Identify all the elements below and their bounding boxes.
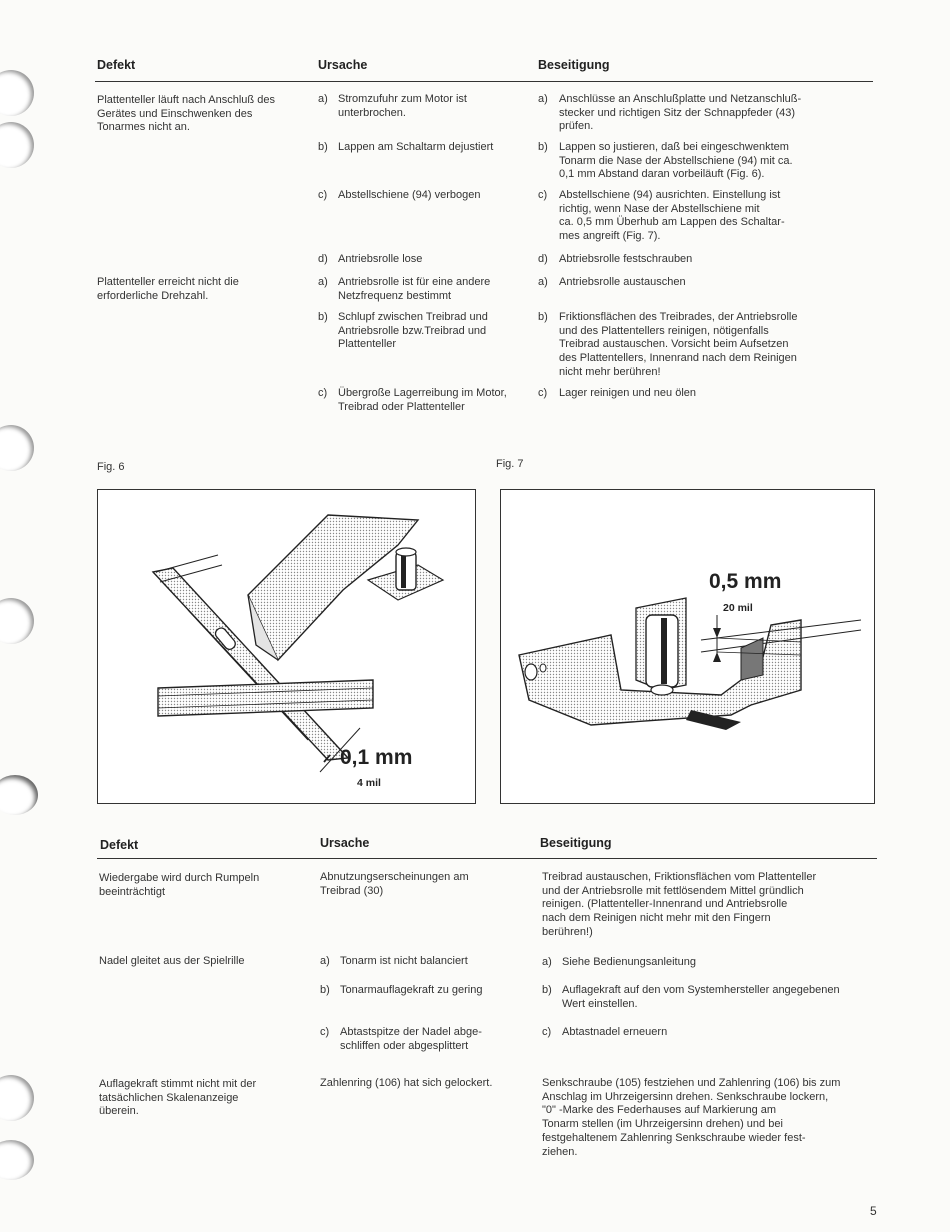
- ursache-cell: [318, 253, 523, 267]
- defekt-line: Wiedergabe wird durch Rumpeln: [99, 872, 260, 884]
- figure-6: [97, 489, 476, 804]
- defekt-line: Auflagekraft stimmt nicht mit der: [99, 1078, 257, 1090]
- beseitigung-line: Lappen so justieren, daß bei eingeschwenktem: [559, 141, 789, 153]
- ursache-line: Plattenteller: [338, 338, 397, 351]
- binder-hole: [0, 70, 34, 116]
- figure-6-sub: 4 mil: [357, 777, 381, 789]
- item-label: a): [320, 955, 330, 967]
- beseitigung-cell: [538, 93, 873, 134]
- beseitigung-line: Treibrad austauschen, Friktionsflächen vom Plattenteller: [542, 871, 817, 883]
- beseitigung-cell: [542, 984, 877, 1011]
- beseitigung-line: Abtastnadel erneuern: [562, 1026, 668, 1038]
- ursache-line: Netzfrequenz bestimmt: [338, 289, 452, 302]
- ursache-line: Antriebsrolle ist für eine andere: [338, 276, 491, 288]
- beseitigung-line: Tonarm stellen (im Uhrzeigersinn drehen) und bei: [542, 1118, 783, 1131]
- ursache-cell: [318, 141, 523, 155]
- ursache-cell: [320, 955, 530, 969]
- binder-hole: [0, 425, 34, 471]
- beseitigung-line: prüfen.: [559, 120, 594, 133]
- ursache-cell: [320, 871, 530, 898]
- item-label: a): [318, 276, 328, 288]
- ursache-line: Treibrad (30): [320, 884, 384, 897]
- item-label: b): [320, 984, 330, 996]
- beseitigung-line: nach dem Reinigen nicht mehr mit den Fingern: [542, 912, 771, 925]
- binder-hole: [0, 1140, 34, 1180]
- defekt-line: Plattenteller läuft nach Anschluß des: [97, 94, 275, 106]
- beseitigung-line: und des Plattentellers reinigen, nötigenfalls: [559, 324, 769, 337]
- beseitigung-line: Friktionsflächen des Treibrades, der Antriebsrolle: [559, 311, 798, 323]
- defekt-line: Plattenteller erreicht nicht die: [97, 276, 239, 288]
- item-label: a): [542, 956, 552, 968]
- beseitigung-line: Antriebsrolle austauschen: [559, 276, 686, 288]
- page-number: 5: [870, 1204, 877, 1218]
- ursache-cell: [320, 984, 530, 998]
- beseitigung-line: 0,1 mm Abstand daran vorbeiläuft (Fig. 6).: [559, 168, 765, 181]
- beseitigung-line: ca. 0,5 mm Überhub am Lappen des Schaltar-: [559, 216, 785, 229]
- item-label: c): [318, 387, 328, 399]
- beseitigung-line: Wert einstellen.: [562, 997, 638, 1010]
- beseitigung-line: nicht mehr berühren!: [559, 365, 661, 378]
- item-label: b): [538, 141, 548, 153]
- beseitigung-cell: [542, 956, 877, 970]
- beseitigung-line: berühren!): [542, 925, 593, 938]
- defekt-line: Nadel gleitet aus der Spielrille: [99, 955, 245, 967]
- beseitigung-cell: [538, 189, 873, 244]
- beseitigung-line: mes angreift (Fig. 7).: [559, 230, 661, 243]
- ursache-cell: [318, 276, 523, 303]
- item-label: b): [318, 141, 328, 153]
- header-rule: [97, 858, 877, 859]
- item-label: b): [318, 311, 328, 323]
- header-rule: [95, 81, 873, 82]
- figure-7-drawing: [501, 490, 874, 803]
- item-label: d): [318, 253, 328, 265]
- ursache-line: Lappen am Schaltarm dejustiert: [338, 141, 494, 153]
- defekt-line: erforderliche Drehzahl.: [97, 289, 209, 302]
- beseitigung-cell: [538, 141, 873, 182]
- beseitigung-cell: [538, 311, 873, 380]
- beseitigung-line: Tonarm die Nase der Abstellschiene (94) mit ca.: [559, 154, 793, 167]
- beseitigung-cell: [538, 276, 873, 290]
- beseitigung-line: richtig, wenn Nase der Abstellschiene mit: [559, 202, 760, 215]
- ursache-cell: [320, 1026, 530, 1053]
- defekt-line: beeinträchtigt: [99, 885, 166, 898]
- beseitigung-line: und der Antriebsrolle mit fettlösendem Mittel gründlich: [542, 884, 804, 897]
- beseitigung-line: "0" -Marke des Federhauses auf Markierung am: [542, 1104, 777, 1117]
- ursache-line: Antriebsrolle lose: [338, 253, 423, 265]
- defekt-line: überein.: [99, 1105, 139, 1118]
- ursache-line: Antriebsrolle bzw.Treibrad und: [338, 324, 487, 337]
- ursache-cell: [318, 189, 523, 203]
- item-label: c): [320, 1026, 330, 1038]
- ursache-line: Treibrad oder Plattenteller: [338, 400, 465, 413]
- figure-6-caption: Fig. 6: [97, 461, 125, 473]
- beseitigung-line: stecker und richtigen Sitz der Schnappfeder (43): [559, 106, 796, 119]
- item-label: c): [542, 1026, 552, 1038]
- figure-7-measure: 0,5 mm: [709, 570, 782, 593]
- ursache-line: Abstellschiene (94) verbogen: [338, 189, 481, 201]
- item-label: d): [538, 253, 548, 265]
- defekt-line: Tonarmes nicht an.: [97, 121, 190, 134]
- defekt-cell: [97, 94, 307, 135]
- defekt-line: Gerätes und Einschwenken des: [97, 107, 253, 120]
- ursache-line: Tonarmauflagekraft zu gering: [340, 984, 483, 996]
- beseitigung-cell: [542, 1026, 877, 1040]
- beseitigung-line: des Plattentellers, Innenrand nach dem Reinigen: [559, 352, 797, 365]
- column-header-defekt: Defekt: [100, 838, 139, 852]
- ursache-line: Tonarm ist nicht balanciert: [340, 955, 468, 967]
- beseitigung-cell: [542, 871, 877, 940]
- beseitigung-cell: [538, 253, 873, 267]
- item-label: c): [538, 387, 548, 399]
- beseitigung-line: reinigen. (Plattenteller-Innenrand und Antriebsrolle: [542, 898, 788, 911]
- item-label: a): [318, 93, 328, 105]
- defekt-line: tatsächlichen Skalenanzeige: [99, 1091, 239, 1104]
- defekt-cell: [97, 276, 307, 303]
- ursache-line: Zahlenring (106) hat sich gelockert.: [320, 1077, 493, 1089]
- ursache-cell: [318, 311, 523, 352]
- item-label: c): [318, 189, 328, 201]
- ursache-cell: [318, 387, 538, 414]
- beseitigung-line: festgehaltenem Zahlenring Senkschraube wieder fest-: [542, 1131, 806, 1144]
- defekt-cell: [99, 872, 309, 899]
- beseitigung-line: Senkschraube (105) festziehen und Zahlenring (106) bis zum: [542, 1077, 841, 1089]
- beseitigung-line: Anschlüsse an Anschlußplatte und Netzanschluß-: [559, 93, 802, 105]
- beseitigung-line: Siehe Bedienungsanleitung: [562, 956, 696, 968]
- column-header-beseitigung: Beseitigung: [540, 836, 612, 850]
- binder-hole: [0, 775, 38, 815]
- column-header-defekt: Defekt: [97, 58, 136, 72]
- figure-6-drawing: [98, 490, 475, 803]
- figure-7: [500, 489, 875, 804]
- item-label: a): [538, 276, 548, 288]
- figure-6-measure: 0,1 mm: [340, 746, 413, 769]
- beseitigung-line: Lager reinigen und neu ölen: [559, 387, 697, 399]
- ursache-line: Abtastspitze der Nadel abge-: [340, 1026, 482, 1038]
- ursache-line: Stromzufuhr zum Motor ist: [338, 93, 467, 105]
- ursache-line: schliffen oder abgesplittert: [340, 1039, 469, 1052]
- item-label: a): [538, 93, 548, 105]
- column-header-ursache: Ursache: [318, 58, 368, 72]
- defekt-cell: [99, 1078, 309, 1119]
- beseitigung-cell: [538, 387, 873, 401]
- defekt-cell: [99, 955, 309, 969]
- ursache-line: Übergroße Lagerreibung im Motor,: [338, 387, 507, 399]
- beseitigung-line: Abtriebsrolle festschrauben: [559, 253, 693, 265]
- binder-hole: [0, 598, 34, 644]
- column-header-ursache: Ursache: [320, 836, 370, 850]
- item-label: b): [542, 984, 552, 996]
- item-label: c): [538, 189, 548, 201]
- figure-7-caption: Fig. 7: [496, 458, 524, 470]
- column-header-beseitigung: Beseitigung: [538, 58, 610, 72]
- binder-hole: [0, 122, 34, 168]
- beseitigung-line: Abstellschiene (94) ausrichten. Einstellung ist: [559, 189, 781, 201]
- ursache-line: Schlupf zwischen Treibrad und: [338, 311, 488, 323]
- ursache-line: Abnutzungserscheinungen am: [320, 871, 469, 883]
- beseitigung-line: Auflagekraft auf den vom Systemhersteller angegebenen: [562, 984, 840, 996]
- ursache-cell: [318, 93, 523, 120]
- ursache-cell: [320, 1077, 535, 1091]
- figure-7-sub: 20 mil: [723, 602, 753, 614]
- beseitigung-line: Treibrad austauschen. Vorsicht beim Aufsetzen: [559, 338, 789, 351]
- beseitigung-cell: [542, 1077, 882, 1159]
- item-label: b): [538, 311, 548, 323]
- beseitigung-line: ziehen.: [542, 1145, 578, 1158]
- ursache-line: unterbrochen.: [338, 106, 406, 119]
- beseitigung-line: Anschlag im Uhrzeigersinn drehen. Senkschraube lockern,: [542, 1090, 829, 1103]
- binder-hole: [0, 1075, 34, 1121]
